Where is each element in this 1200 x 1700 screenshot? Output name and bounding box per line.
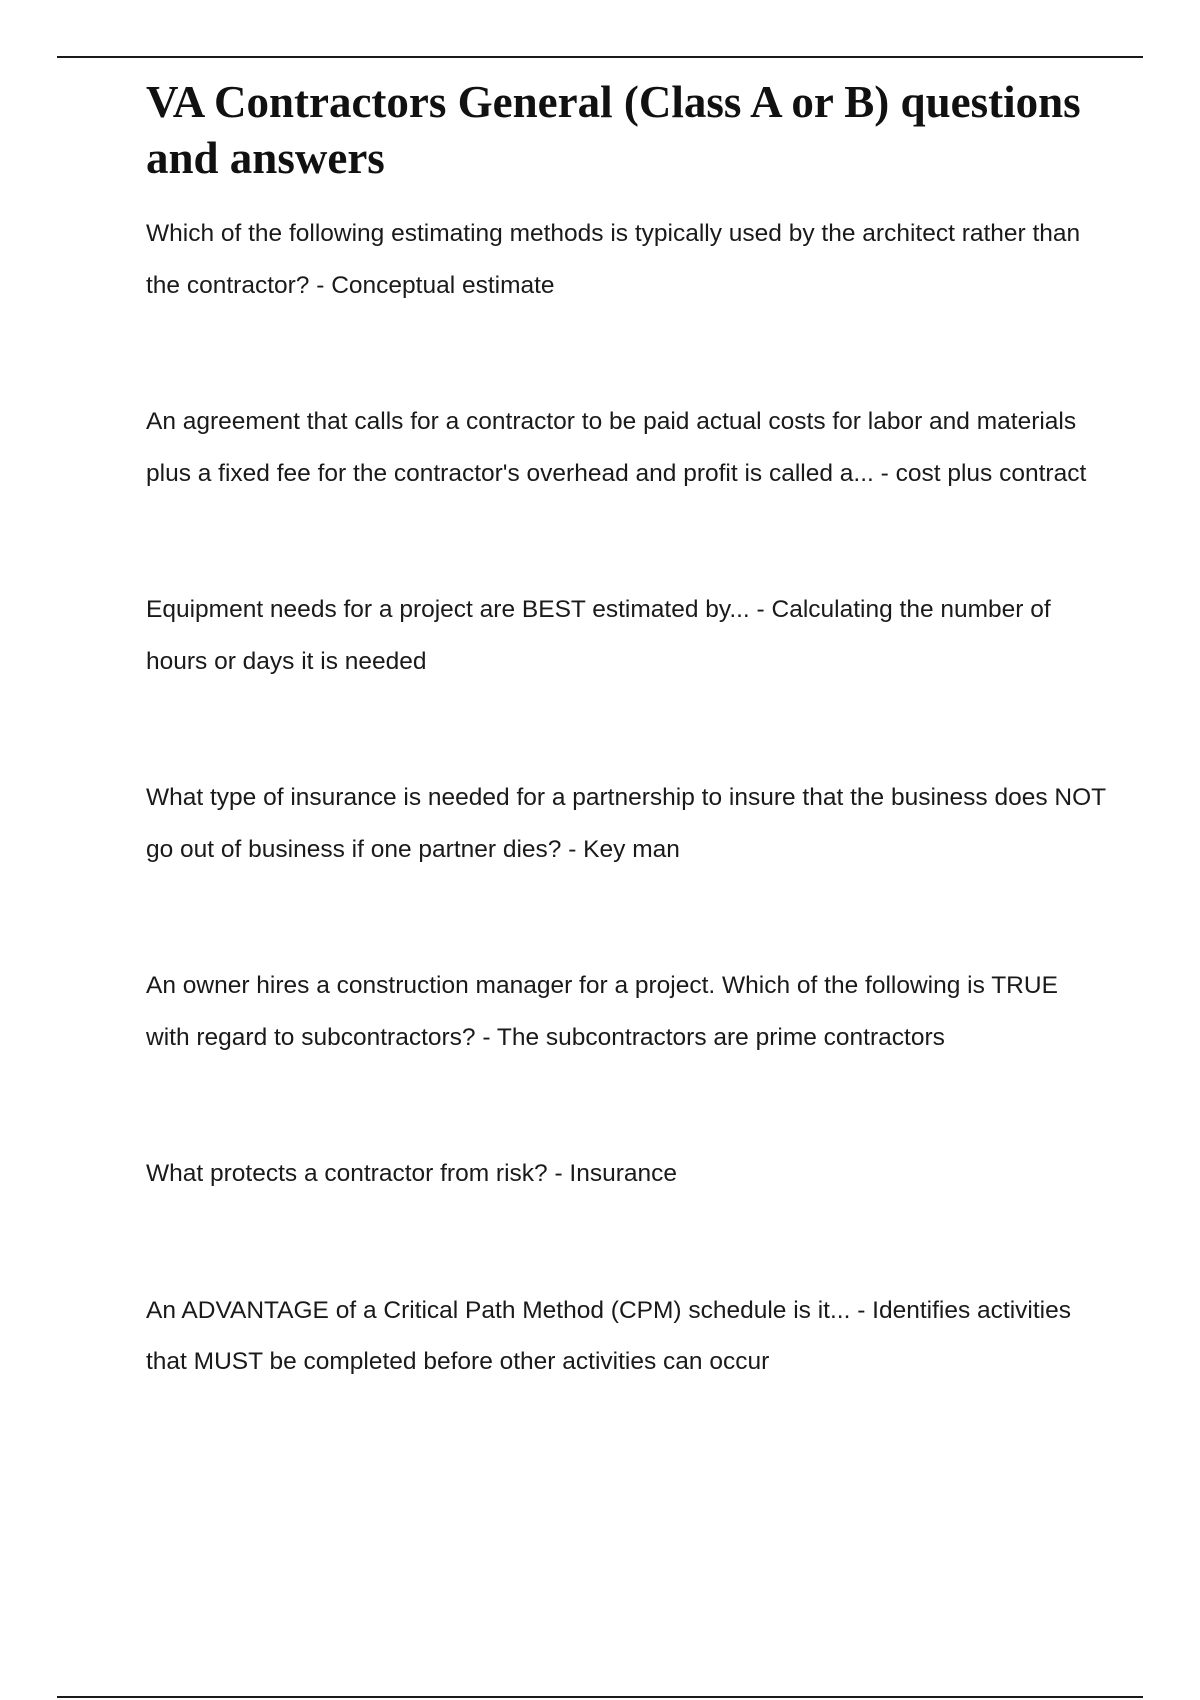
- top-rule: [57, 56, 1143, 58]
- bottom-rule: [57, 1696, 1143, 1698]
- qa-item-4: What type of insurance is needed for a partnership to insure that the business does NOT go out of business if one partner dies? - Key man: [146, 784, 1106, 863]
- qa-item-7: An ADVANTAGE of a Critical Path Method (CPM) schedule is it... - Identifies activities that MUST be completed before other activities can occur: [146, 1296, 1071, 1375]
- document-body: [146, 74, 1106, 1473]
- document-title: VA Contractors General (Class A or B) questions and answers: [146, 77, 1081, 183]
- qa-list: [146, 208, 1106, 1388]
- qa-item-1: Which of the following estimating methods is typically used by the architect rather than the contractor? - Conceptual estimate: [146, 220, 1081, 299]
- qa-item-3: Equipment needs for a project are BEST estimated by... - Calculating the number of hours or days it is needed: [146, 596, 1051, 675]
- qa-item-5: An owner hires a construction manager for a project. Which of the following is TRUE with regard to subcontractors? - The subcontractors are prime contractors: [146, 972, 1058, 1051]
- qa-item-6: What protects a contractor from risk? - Insurance: [146, 1160, 678, 1187]
- qa-item-2: An agreement that calls for a contractor to be paid actual costs for labor and materials plus a fixed fee for the contractor's overhead and profit is called a... - cost plus contract: [146, 408, 1087, 487]
